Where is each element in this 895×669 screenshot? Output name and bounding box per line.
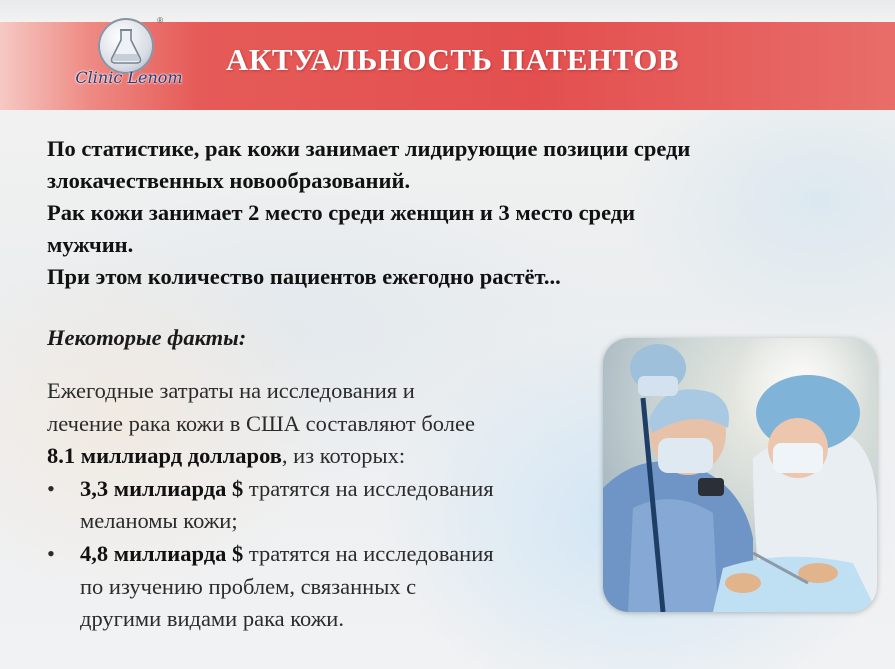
- facts-block: [47, 375, 602, 636]
- item-text: меланомы кожи;: [80, 508, 238, 534]
- list-item: [47, 473, 602, 538]
- intro-line: При этом количество пациентов ежегодно растёт...: [47, 264, 561, 289]
- flask-emblem-icon: [98, 18, 154, 74]
- intro-line: злокачественных новообразований.: [47, 168, 411, 193]
- total-amount: 8.1 миллиард долларов: [47, 443, 282, 469]
- intro-line: мужчин.: [47, 232, 134, 257]
- facts-list: [47, 473, 602, 636]
- facts-line: [47, 440, 602, 473]
- intro-text: [47, 133, 867, 293]
- amount: 4,8 миллиарда $: [80, 540, 244, 566]
- item-text: тратятся на исследования: [243, 540, 494, 566]
- surgeons-photo: [603, 338, 877, 612]
- logo-text: Clinic Lenom: [75, 68, 183, 87]
- surgeons-operating-photo: [603, 338, 877, 612]
- item-text: другими видами рака кожи.: [80, 606, 344, 632]
- intro-line: Рак кожи занимает 2 место среди женщин и 3 место среди: [47, 200, 636, 225]
- registered-mark: ®: [157, 16, 163, 25]
- item-text: тратятся на исследования: [243, 475, 494, 501]
- list-item: [47, 538, 602, 636]
- facts-line-tail: , из которых:: [281, 443, 406, 469]
- facts-line: лечение рака кожи в США составляют более: [47, 410, 475, 436]
- facts-heading: Некоторые факты:: [47, 325, 247, 350]
- facts-line: Ежегодные затраты на исследования и: [47, 378, 415, 403]
- bullet: •: [47, 475, 55, 501]
- intro-line: По статистике, рак кожи занимает лидирующие позиции среди: [47, 136, 691, 161]
- item-text: по изучению проблем, связанных с: [80, 573, 417, 599]
- page-title: АКТУАЛЬНОСТЬ ПАТЕНТОВ: [226, 42, 680, 77]
- amount: 3,3 миллиарда $: [80, 475, 244, 501]
- bullet: •: [47, 540, 55, 566]
- clinic-logo: [70, 18, 185, 110]
